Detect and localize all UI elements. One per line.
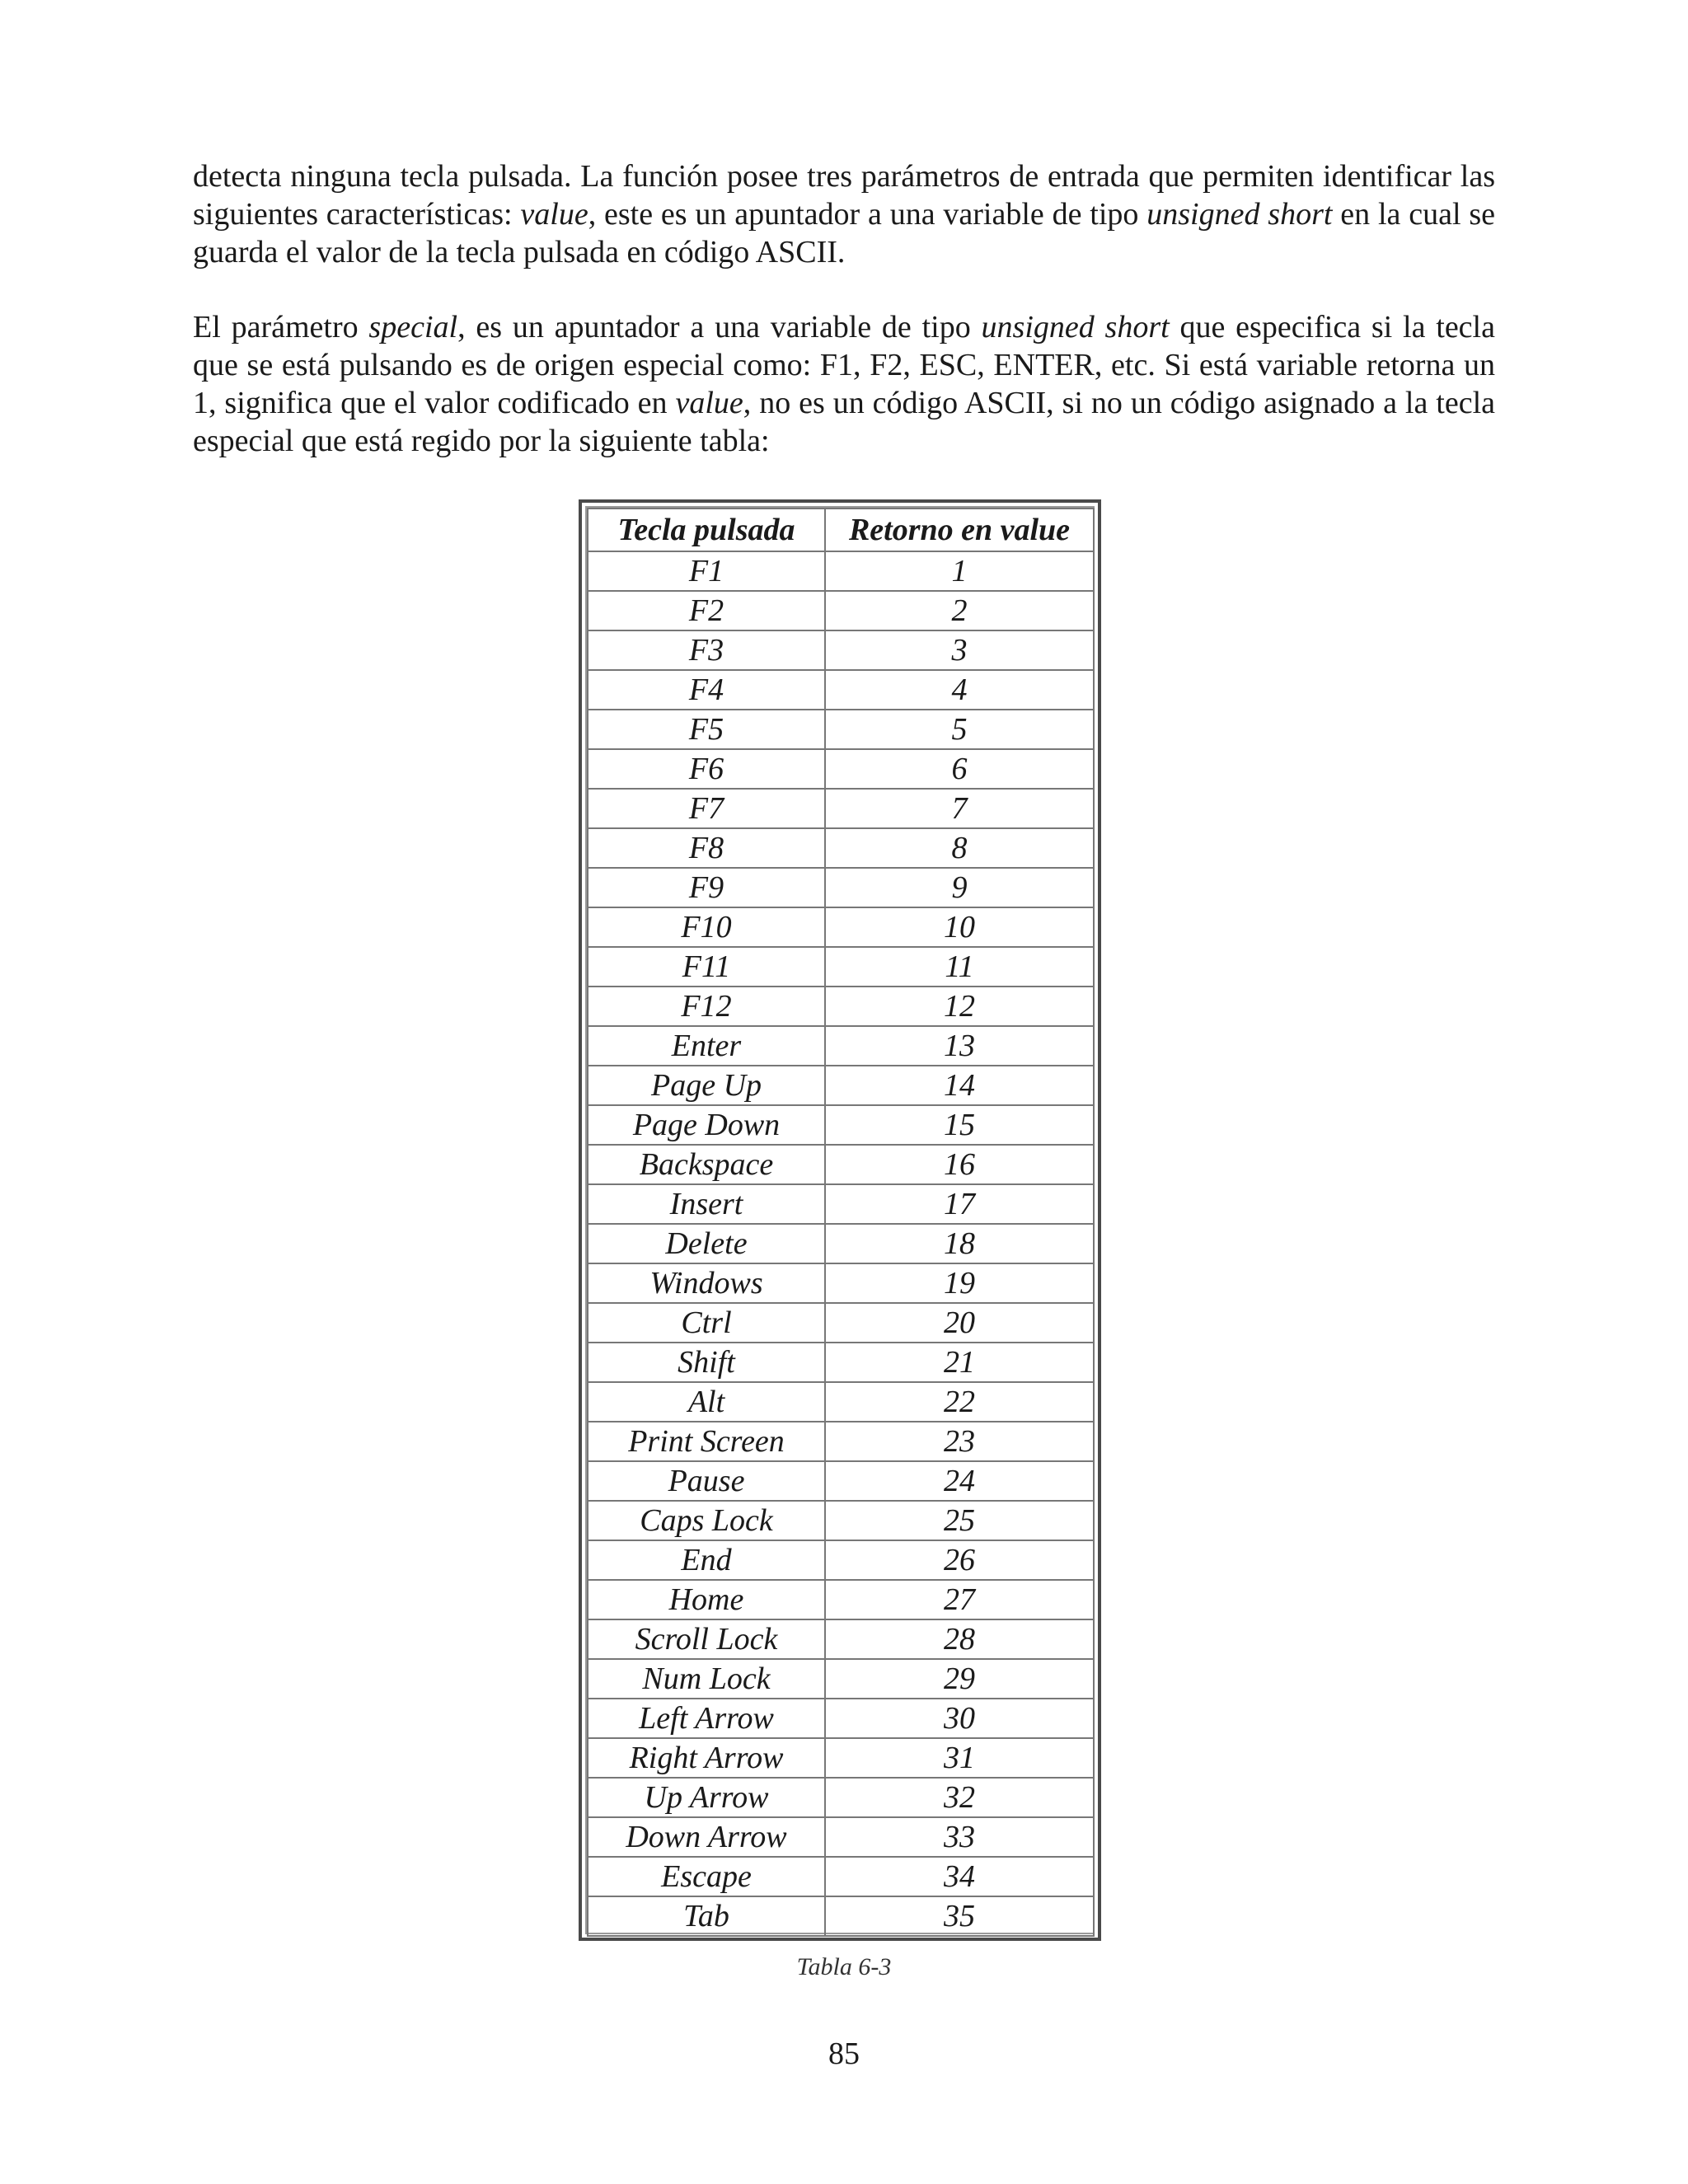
key-name-cell: F8 bbox=[588, 828, 825, 868]
key-name-cell: Alt bbox=[588, 1382, 825, 1422]
table-row bbox=[588, 749, 1094, 789]
key-name-cell: F10 bbox=[588, 907, 825, 947]
unsigned-short-term: unsigned short bbox=[981, 310, 1170, 344]
return-value-cell: 23 bbox=[825, 1422, 1094, 1461]
return-value-cell: 3 bbox=[825, 630, 1094, 670]
return-value-cell: 16 bbox=[825, 1145, 1094, 1184]
table-row bbox=[588, 1066, 1094, 1105]
table-row bbox=[588, 1461, 1094, 1501]
header-key-pressed: Tecla pulsada bbox=[588, 509, 825, 551]
key-name-cell: F9 bbox=[588, 868, 825, 907]
key-name-cell: F2 bbox=[588, 591, 825, 630]
key-name-cell: F6 bbox=[588, 749, 825, 789]
table-row bbox=[588, 1263, 1094, 1303]
return-value-cell: 1 bbox=[825, 551, 1094, 591]
key-name-cell: Enter bbox=[588, 1026, 825, 1066]
table-row bbox=[588, 1738, 1094, 1778]
return-value-cell: 13 bbox=[825, 1026, 1094, 1066]
return-value-cell: 30 bbox=[825, 1699, 1094, 1738]
table-row bbox=[588, 1303, 1094, 1343]
table-row bbox=[588, 987, 1094, 1026]
table-row bbox=[588, 1619, 1094, 1659]
paragraph1-text-3: en la cual se guarda el valor de la tecla pulsada en código ASCII. bbox=[193, 197, 1496, 269]
return-value-cell: 11 bbox=[825, 947, 1094, 987]
return-value-cell: 27 bbox=[825, 1580, 1094, 1619]
key-name-cell: F7 bbox=[588, 789, 825, 828]
return-value-cell: 22 bbox=[825, 1382, 1094, 1422]
table-row bbox=[588, 591, 1094, 630]
table-row bbox=[588, 907, 1094, 947]
key-name-cell: F12 bbox=[588, 987, 825, 1026]
return-value-cell: 28 bbox=[825, 1619, 1094, 1659]
return-value-cell: 15 bbox=[825, 1105, 1094, 1145]
table-row bbox=[588, 1422, 1094, 1461]
key-name-cell: Down Arrow bbox=[588, 1817, 825, 1857]
special-keys-table-frame bbox=[579, 499, 1101, 1941]
table-row bbox=[588, 1699, 1094, 1738]
return-value-cell: 31 bbox=[825, 1738, 1094, 1778]
key-name-cell: F11 bbox=[588, 947, 825, 987]
return-value-cell: 9 bbox=[825, 868, 1094, 907]
return-value-cell: 26 bbox=[825, 1540, 1094, 1580]
paragraph-function-parameters bbox=[193, 157, 1495, 271]
table-row bbox=[588, 1778, 1094, 1817]
return-value-cell: 18 bbox=[825, 1224, 1094, 1263]
special-term: special bbox=[368, 310, 458, 344]
key-name-cell: Delete bbox=[588, 1224, 825, 1263]
return-value-cell: 4 bbox=[825, 670, 1094, 710]
table-row bbox=[588, 868, 1094, 907]
return-value-cell: 10 bbox=[825, 907, 1094, 947]
key-name-cell: F1 bbox=[588, 551, 825, 591]
key-name-cell: Shift bbox=[588, 1343, 825, 1382]
return-value-cell: 6 bbox=[825, 749, 1094, 789]
return-value-cell: 8 bbox=[825, 828, 1094, 868]
paragraph-special-parameter bbox=[193, 308, 1495, 460]
key-name-cell: F3 bbox=[588, 630, 825, 670]
table-row bbox=[588, 670, 1094, 710]
key-name-cell: Right Arrow bbox=[588, 1738, 825, 1778]
table-row bbox=[588, 1343, 1094, 1382]
key-name-cell: Insert bbox=[588, 1184, 825, 1224]
return-value-cell: 32 bbox=[825, 1778, 1094, 1817]
table-row bbox=[588, 551, 1094, 591]
table-row bbox=[588, 1817, 1094, 1857]
return-value-cell: 24 bbox=[825, 1461, 1094, 1501]
key-name-cell: Home bbox=[588, 1580, 825, 1619]
return-value-cell: 7 bbox=[825, 789, 1094, 828]
table-body bbox=[588, 551, 1094, 1936]
table-header-row bbox=[588, 509, 1094, 551]
return-value-cell: 25 bbox=[825, 1501, 1094, 1540]
return-value-cell: 20 bbox=[825, 1303, 1094, 1343]
key-name-cell: Pause bbox=[588, 1461, 825, 1501]
paragraph2-text-4: , no es un código ASCII, si no un código asignado a la tecla especial que está regido por la siguiente tabla: bbox=[193, 386, 1495, 458]
value-term: value bbox=[520, 197, 588, 232]
table-row bbox=[588, 1580, 1094, 1619]
return-value-cell: 12 bbox=[825, 987, 1094, 1026]
paragraph2-text-2: , es un apuntador a una variable de tipo bbox=[457, 310, 982, 344]
table-row bbox=[588, 789, 1094, 828]
table-row bbox=[588, 1224, 1094, 1263]
key-name-cell: Escape bbox=[588, 1857, 825, 1896]
key-name-cell: Left Arrow bbox=[588, 1699, 825, 1738]
key-name-cell: Page Up bbox=[588, 1066, 825, 1105]
key-name-cell: Caps Lock bbox=[588, 1501, 825, 1540]
key-name-cell: Ctrl bbox=[588, 1303, 825, 1343]
key-name-cell: Backspace bbox=[588, 1145, 825, 1184]
table-row bbox=[588, 1540, 1094, 1580]
return-value-cell: 33 bbox=[825, 1817, 1094, 1857]
table-row bbox=[588, 947, 1094, 987]
key-name-cell: Scroll Lock bbox=[588, 1619, 825, 1659]
table-row bbox=[588, 1857, 1094, 1896]
table-row bbox=[588, 630, 1094, 670]
table-caption: Tabla 6-3 bbox=[796, 1953, 892, 1980]
return-value-cell: 29 bbox=[825, 1659, 1094, 1699]
return-value-cell: 35 bbox=[825, 1896, 1094, 1936]
table-row bbox=[588, 710, 1094, 749]
return-value-cell: 17 bbox=[825, 1184, 1094, 1224]
key-name-cell: Windows bbox=[588, 1263, 825, 1303]
paragraph2-text-1: El parámetro bbox=[193, 310, 369, 344]
paragraph2-text-3: que especifica si la tecla que se está pulsando es de origen especial como: F1, F2, ESC, ENTER, etc. Si está variable retorna un 1, significa que el valor codificado en bbox=[193, 310, 1495, 420]
paragraph1-text-2: , este es un apuntador a una variable de tipo bbox=[588, 197, 1147, 232]
table-row bbox=[588, 1184, 1094, 1224]
key-name-cell: F5 bbox=[588, 710, 825, 749]
return-value-cell: 5 bbox=[825, 710, 1094, 749]
special-keys-table bbox=[587, 508, 1095, 1937]
return-value-cell: 2 bbox=[825, 591, 1094, 630]
table-row bbox=[588, 1026, 1094, 1066]
table-row bbox=[588, 828, 1094, 868]
key-name-cell: Num Lock bbox=[588, 1659, 825, 1699]
unsigned-short-term: unsigned short bbox=[1146, 197, 1333, 232]
table-row bbox=[588, 1659, 1094, 1699]
return-value-cell: 19 bbox=[825, 1263, 1094, 1303]
key-name-cell: Page Down bbox=[588, 1105, 825, 1145]
table-row bbox=[588, 1896, 1094, 1936]
return-value-cell: 21 bbox=[825, 1343, 1094, 1382]
value-term: value bbox=[675, 386, 743, 420]
table-row bbox=[588, 1105, 1094, 1145]
return-value-cell: 34 bbox=[825, 1857, 1094, 1896]
header-return-value: Retorno en value bbox=[825, 509, 1094, 551]
page-number: 85 bbox=[828, 2036, 860, 2071]
table-row bbox=[588, 1501, 1094, 1540]
key-name-cell: Tab bbox=[588, 1896, 825, 1936]
key-name-cell: End bbox=[588, 1540, 825, 1580]
key-name-cell: Up Arrow bbox=[588, 1778, 825, 1817]
key-name-cell: Print Screen bbox=[588, 1422, 825, 1461]
paragraph1-text-1: detecta ninguna tecla pulsada. La función posee tres parámetros de entrada que permiten identificar las siguientes características: bbox=[193, 159, 1495, 232]
return-value-cell: 14 bbox=[825, 1066, 1094, 1105]
table-row bbox=[588, 1145, 1094, 1184]
table-row bbox=[588, 1382, 1094, 1422]
key-name-cell: F4 bbox=[588, 670, 825, 710]
